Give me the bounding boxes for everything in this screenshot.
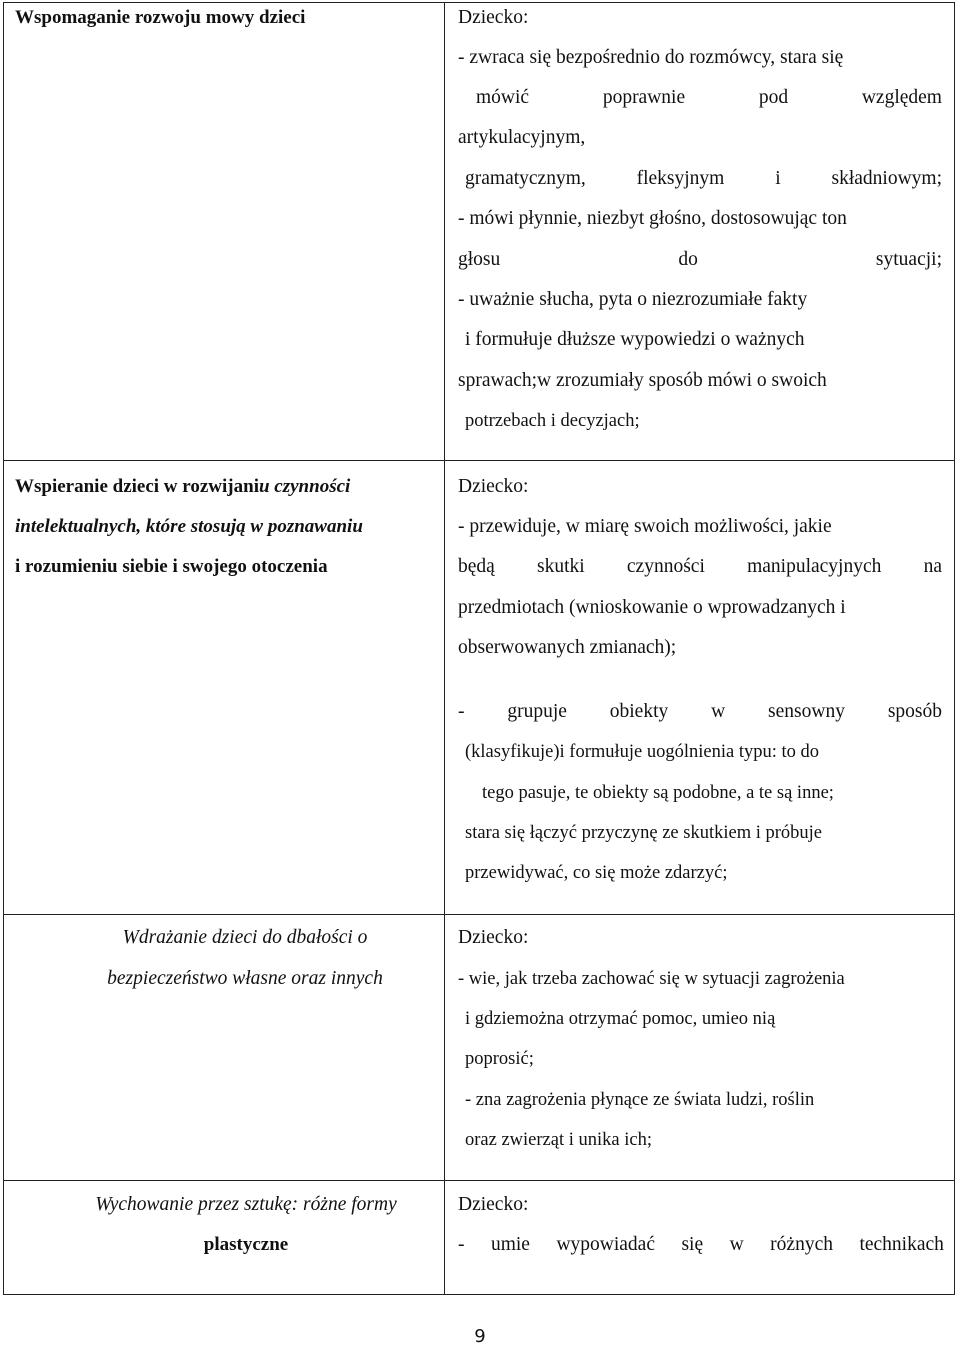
outcome-line: - grupuje obiekty w sensowny sposób — [458, 701, 942, 722]
outcome-line: gramatycznym, fleksyjnym i składniowym; — [465, 168, 942, 189]
outcome-line: - wie, jak trzeba zachować się w sytuacji zagrożenia — [458, 969, 845, 989]
outcome-line: i gdziemożna otrzymać pomoc, umieo nią — [465, 1009, 776, 1029]
row-divider — [3, 914, 955, 915]
area-title-art: Wychowanie przez sztukę: różne formy — [95, 1194, 397, 1215]
table-border-top — [3, 2, 955, 3]
area-title-speech: Wspomaganie rozwoju mowy dzieci — [15, 7, 306, 28]
table-border-left — [3, 2, 4, 1294]
outcome-line: tego pasuje, te obiekty są podobne, a te są inne; — [482, 783, 834, 803]
child-label: Dziecko: — [458, 1194, 529, 1215]
outcome-line: poprosić; — [465, 1049, 534, 1069]
row-divider — [3, 460, 955, 461]
row-divider — [3, 1180, 955, 1181]
outcome-line: - mówi płynnie, niezbyt głośno, dostosowując ton — [458, 208, 847, 229]
child-label: Dziecko: — [458, 7, 529, 28]
area-title-line: bezpieczeństwo własne oraz innych — [107, 968, 383, 989]
outcome-line: (klasyfikuje)i formułuje uogólnienia typu: to do — [465, 742, 820, 762]
child-label: Dziecko: — [458, 476, 529, 497]
outcome-line: głosu do sytuacji; — [458, 249, 942, 270]
outcome-line: stara się łączyć przyczynę ze skutkiem i próbuje — [465, 823, 822, 843]
area-title-intellectual: Wspieranie dzieci w rozwijaniu czynności — [15, 476, 351, 497]
outcome-line: - zwraca się bezpośrednio do rozmówcy, stara się — [458, 47, 844, 68]
outcome-line: obserwowanych zmianach); — [458, 637, 677, 658]
outcome-line: artykulacyjnym, — [458, 127, 586, 148]
outcome-line: przewidywać, co się może zdarzyć; — [465, 863, 728, 883]
outcome-line: przedmiotach (wnioskowanie o wprowadzanych i — [458, 597, 846, 618]
outcome-line: będą skutki czynności manipulacyjnych na — [458, 556, 942, 577]
table-border-right — [954, 2, 955, 1294]
area-title-line: plastyczne — [203, 1234, 289, 1255]
outcome-line: potrzebach i decyzjach; — [465, 411, 640, 431]
column-divider — [444, 2, 445, 1294]
outcome-line: i formułuje dłuższe wypowiedzi o ważnych — [465, 329, 805, 350]
child-label: Dziecko: — [458, 927, 529, 948]
outcome-line: sprawach;w zrozumiały sposób mówi o swoich — [458, 370, 827, 391]
page-number: 9 — [474, 1326, 486, 1347]
outcome-line: - umie wypowiadać się w różnych technikach — [458, 1234, 944, 1255]
outcome-line: - przewiduje, w miarę swoich możliwości, jakie — [458, 516, 832, 537]
area-title-safety: Wdrażanie dzieci do dbałości o — [122, 927, 368, 948]
outcome-line: - zna zagrożenia płynące ze świata ludzi, roślin — [465, 1090, 815, 1110]
area-title-line: intelektualnych, które stosują w poznawaniu — [15, 516, 363, 537]
outcome-line: mówić poprawnie pod względem — [476, 87, 942, 108]
outcome-line: oraz zwierząt i unika ich; — [465, 1130, 652, 1150]
outcome-line: - uważnie słucha, pyta o niezrozumiałe fakty — [458, 289, 808, 310]
area-title-line: i rozumieniu siebie i swojego otoczenia — [15, 556, 328, 577]
table-border-bottom — [3, 1294, 955, 1295]
